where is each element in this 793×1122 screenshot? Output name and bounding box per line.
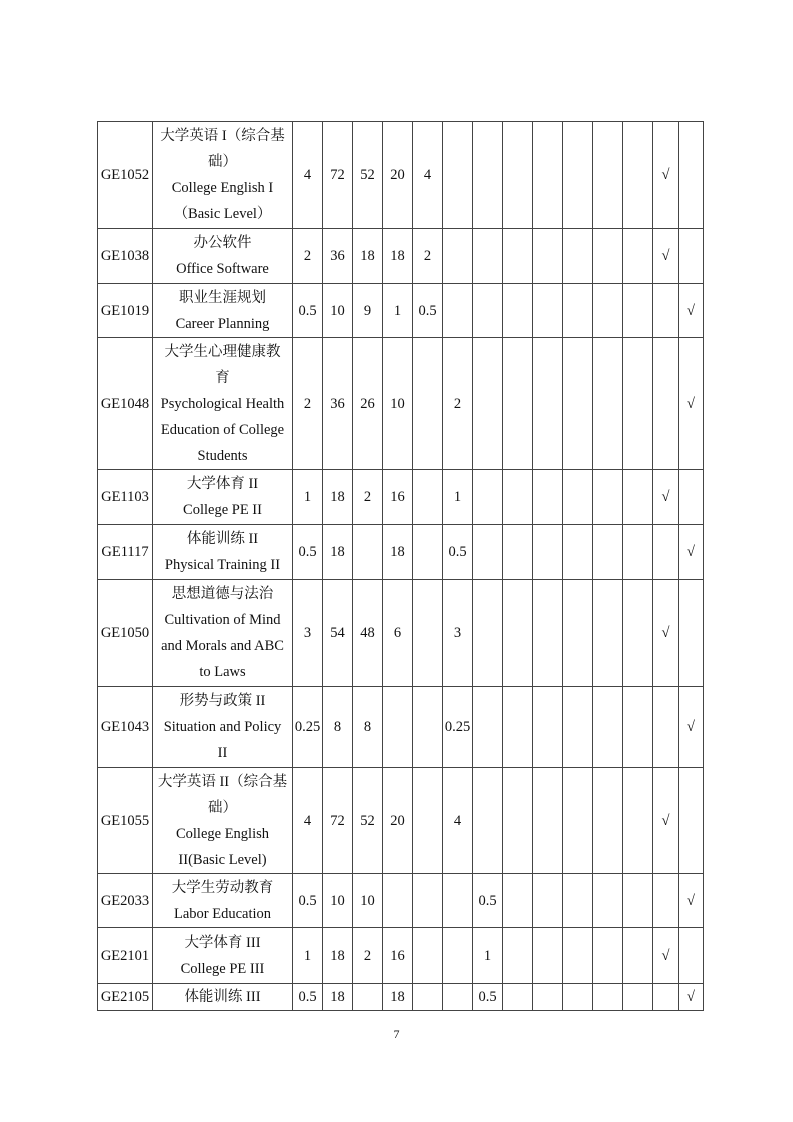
cell-practice-hours: 10 [383,338,413,470]
cell-total-hours: 36 [323,338,353,470]
course-name-line: 大学生劳动教育 [171,879,274,896]
cell-total-hours: 18 [323,470,353,525]
cell-total-hours: 10 [323,284,353,338]
cell-check-b: √ [679,984,704,1011]
cell-sem8 [623,338,653,470]
cell-check-b: √ [679,284,704,338]
course-code: GE1038 [98,229,153,284]
cell-practice-hours [383,874,413,928]
cell-practice-hours: 20 [383,768,413,874]
cell-sem4 [503,928,533,984]
cell-sem4 [503,687,533,768]
cell-sem6 [563,768,593,874]
course-name-line: Psychological Health [160,395,285,412]
cell-check-a [653,525,679,580]
cell-sem5 [533,122,563,229]
cell-sem7 [593,470,623,525]
course-name [153,229,293,284]
cell-sem2 [443,229,473,284]
cell-sem1 [413,338,443,470]
cell-check-b [679,928,704,984]
cell-sem2 [443,874,473,928]
cell-check-a: √ [653,928,679,984]
course-name-line: and Morals and ABC [161,638,284,654]
cell-sem8 [623,928,653,984]
cell-sem1 [413,928,443,984]
cell-sem3 [473,580,503,687]
cell-sem8 [623,122,653,229]
cell-sem2 [443,122,473,229]
cell-practice-hours: 16 [383,470,413,525]
cell-sem5 [533,525,563,580]
cell-practice-hours [383,687,413,768]
course-name-line: Students [197,447,248,464]
course-code: GE1052 [98,122,153,229]
cell-sem4 [503,984,533,1011]
cell-credits: 2 [293,338,323,470]
cell-sem8 [623,284,653,338]
course-name [153,687,293,768]
cell-lecture-hours: 8 [353,687,383,768]
cell-sem1 [413,768,443,874]
cell-sem4 [503,122,533,229]
cell-sem4 [503,768,533,874]
cell-sem3 [473,122,503,229]
cell-sem3: 1 [473,928,503,984]
table-row [98,768,704,874]
course-name-line: Labor Education [173,905,272,922]
cell-check-a: √ [653,580,679,687]
cell-sem6 [563,338,593,470]
cell-sem4 [503,229,533,284]
cell-check-a [653,984,679,1011]
table-row [98,580,704,687]
cell-credits: 3 [293,580,323,687]
cell-sem3 [473,768,503,874]
cell-check-b: √ [679,525,704,580]
cell-sem8 [623,470,653,525]
cell-check-a [653,687,679,768]
cell-check-b [679,229,704,284]
course-code: GE1019 [98,284,153,338]
cell-sem2: 4 [443,768,473,874]
course-name-line: Situation and Policy [163,719,282,735]
cell-sem5 [533,338,563,470]
cell-practice-hours: 18 [383,525,413,580]
cell-total-hours: 18 [323,525,353,580]
cell-credits: 1 [293,470,323,525]
cell-sem4 [503,284,533,338]
course-code: GE1103 [98,470,153,525]
cell-sem1: 2 [413,229,443,284]
table-row [98,470,704,525]
course-name-line: 础） [208,799,237,816]
course-name-line: Education of College [160,421,285,438]
table-row [98,229,704,284]
course-name-line: 形势与政策 II [179,693,266,709]
cell-sem7 [593,338,623,470]
cell-sem3 [473,470,503,525]
cell-sem1 [413,984,443,1011]
cell-sem4 [503,874,533,928]
course-name-line: College English I [171,180,274,196]
cell-sem5 [533,928,563,984]
cell-sem4 [503,470,533,525]
course-name [153,580,293,687]
cell-check-a: √ [653,470,679,525]
course-name-line: 职业生涯规划 [179,289,266,306]
course-code: GE1055 [98,768,153,874]
cell-sem2: 0.5 [443,525,473,580]
cell-sem5 [533,284,563,338]
cell-sem1 [413,525,443,580]
course-name-line: II(Basic Level) [178,851,267,868]
cell-sem4 [503,580,533,687]
table-row [98,284,704,338]
course-name [153,470,293,525]
course-code: GE1043 [98,687,153,768]
cell-sem2 [443,284,473,338]
cell-sem7 [593,768,623,874]
cell-lecture-hours: 48 [353,580,383,687]
cell-credits: 0.25 [293,687,323,768]
cell-lecture-hours: 52 [353,122,383,229]
page-number: 7 [393,1027,400,1041]
cell-lecture-hours: 10 [353,874,383,928]
cell-sem6 [563,928,593,984]
course-name-line: College PE III [180,960,265,977]
cell-sem8 [623,768,653,874]
course-code: GE1117 [98,525,153,580]
table-row [98,928,704,984]
course-name-line: College PE II [183,502,262,518]
course-name-line: 大学体育 II [186,476,259,492]
cell-total-hours: 72 [323,768,353,874]
course-code: GE1050 [98,580,153,687]
curriculum-table [97,121,704,1011]
cell-sem3 [473,284,503,338]
cell-sem2: 1 [443,470,473,525]
cell-credits: 0.5 [293,874,323,928]
cell-sem8 [623,984,653,1011]
cell-sem6 [563,687,593,768]
cell-sem2: 3 [443,580,473,687]
cell-sem8 [623,525,653,580]
cell-credits: 4 [293,768,323,874]
course-code: GE2105 [98,984,153,1011]
cell-sem5 [533,768,563,874]
cell-lecture-hours: 26 [353,338,383,470]
cell-sem8 [623,687,653,768]
course-name-line: Office Software [176,261,269,277]
cell-sem5 [533,580,563,687]
cell-sem7 [593,928,623,984]
cell-check-a: √ [653,229,679,284]
table-row [98,338,704,470]
cell-sem7 [593,984,623,1011]
cell-sem6 [563,984,593,1011]
course-name-line: 大学体育 III [184,934,261,951]
cell-sem1 [413,580,443,687]
table-row [98,874,704,928]
cell-sem6 [563,470,593,525]
cell-sem1 [413,687,443,768]
course-name-line: 大学英语 II（综合基 [157,773,288,790]
cell-lecture-hours: 9 [353,284,383,338]
cell-sem3: 0.5 [473,984,503,1011]
course-name-line: 体能训练 III [184,989,261,1005]
cell-sem1: 0.5 [413,284,443,338]
course-name-line: College English [175,825,270,842]
course-name-line: to Laws [199,664,246,680]
cell-sem6 [563,284,593,338]
course-code: GE1048 [98,338,153,470]
cell-sem7 [593,229,623,284]
cell-sem7 [593,580,623,687]
course-name [153,928,293,984]
cell-credits: 1 [293,928,323,984]
cell-check-a: √ [653,768,679,874]
cell-total-hours: 8 [323,687,353,768]
course-code: GE2101 [98,928,153,984]
cell-sem6 [563,229,593,284]
cell-check-a [653,338,679,470]
cell-sem7 [593,122,623,229]
cell-total-hours: 18 [323,984,353,1011]
cell-total-hours: 10 [323,874,353,928]
course-name [153,338,293,470]
cell-practice-hours: 20 [383,122,413,229]
cell-check-b [679,470,704,525]
cell-sem2: 2 [443,338,473,470]
course-name-line: 思想道德与法治 [171,586,274,602]
course-name-line: Cultivation of Mind [164,612,281,628]
table-body [98,122,704,1011]
course-name-line: 大学生心理健康教 [164,343,281,360]
course-name [153,284,293,338]
cell-sem2: 0.25 [443,687,473,768]
table-row [98,122,704,229]
cell-sem5 [533,984,563,1011]
cell-total-hours: 54 [323,580,353,687]
cell-lecture-hours: 2 [353,470,383,525]
course-name [153,122,293,229]
cell-practice-hours: 16 [383,928,413,984]
course-name-line: Physical Training II [164,557,281,573]
cell-check-a [653,284,679,338]
cell-sem8 [623,229,653,284]
cell-credits: 4 [293,122,323,229]
cell-sem1 [413,874,443,928]
cell-sem6 [563,874,593,928]
cell-sem7 [593,687,623,768]
cell-lecture-hours: 18 [353,229,383,284]
cell-sem7 [593,284,623,338]
cell-check-b [679,768,704,874]
cell-sem8 [623,580,653,687]
cell-lecture-hours: 2 [353,928,383,984]
course-name-line: 础） [208,154,237,170]
course-name-line: Career Planning [175,315,270,332]
cell-check-b: √ [679,687,704,768]
cell-sem3 [473,338,503,470]
cell-total-hours: 36 [323,229,353,284]
cell-check-a: √ [653,122,679,229]
cell-check-b [679,122,704,229]
cell-sem1 [413,470,443,525]
cell-sem1: 4 [413,122,443,229]
course-name-line: （Basic Level） [173,206,272,222]
cell-sem5 [533,687,563,768]
cell-sem4 [503,525,533,580]
cell-credits: 0.5 [293,984,323,1011]
cell-sem6 [563,580,593,687]
course-code: GE2033 [98,874,153,928]
cell-check-a [653,874,679,928]
cell-practice-hours: 18 [383,984,413,1011]
cell-sem8 [623,874,653,928]
cell-practice-hours: 1 [383,284,413,338]
cell-sem6 [563,525,593,580]
cell-check-b [679,580,704,687]
course-name-line: 办公软件 [193,235,252,251]
cell-check-b: √ [679,338,704,470]
cell-sem7 [593,525,623,580]
cell-sem5 [533,874,563,928]
course-name-line: 大学英语 I（综合基 [160,128,285,144]
course-name-line: II [217,745,228,761]
cell-lecture-hours [353,984,383,1011]
cell-sem5 [533,470,563,525]
cell-total-hours: 18 [323,928,353,984]
course-name [153,874,293,928]
course-name [153,768,293,874]
cell-sem3 [473,687,503,768]
cell-check-b: √ [679,874,704,928]
table-row [98,984,704,1011]
cell-sem4 [503,338,533,470]
cell-practice-hours: 18 [383,229,413,284]
cell-credits: 0.5 [293,284,323,338]
cell-sem5 [533,229,563,284]
course-name-line: 育 [215,369,230,386]
course-name [153,984,293,1011]
cell-sem6 [563,122,593,229]
course-name [153,525,293,580]
cell-sem2 [443,928,473,984]
table-row [98,687,704,768]
cell-practice-hours: 6 [383,580,413,687]
cell-sem3 [473,229,503,284]
cell-credits: 2 [293,229,323,284]
table-row [98,525,704,580]
cell-lecture-hours: 52 [353,768,383,874]
cell-sem3: 0.5 [473,874,503,928]
cell-sem2 [443,984,473,1011]
cell-lecture-hours [353,525,383,580]
cell-sem3 [473,525,503,580]
cell-sem7 [593,874,623,928]
cell-credits: 0.5 [293,525,323,580]
cell-total-hours: 72 [323,122,353,229]
course-name-line: 体能训练 II [186,531,259,547]
